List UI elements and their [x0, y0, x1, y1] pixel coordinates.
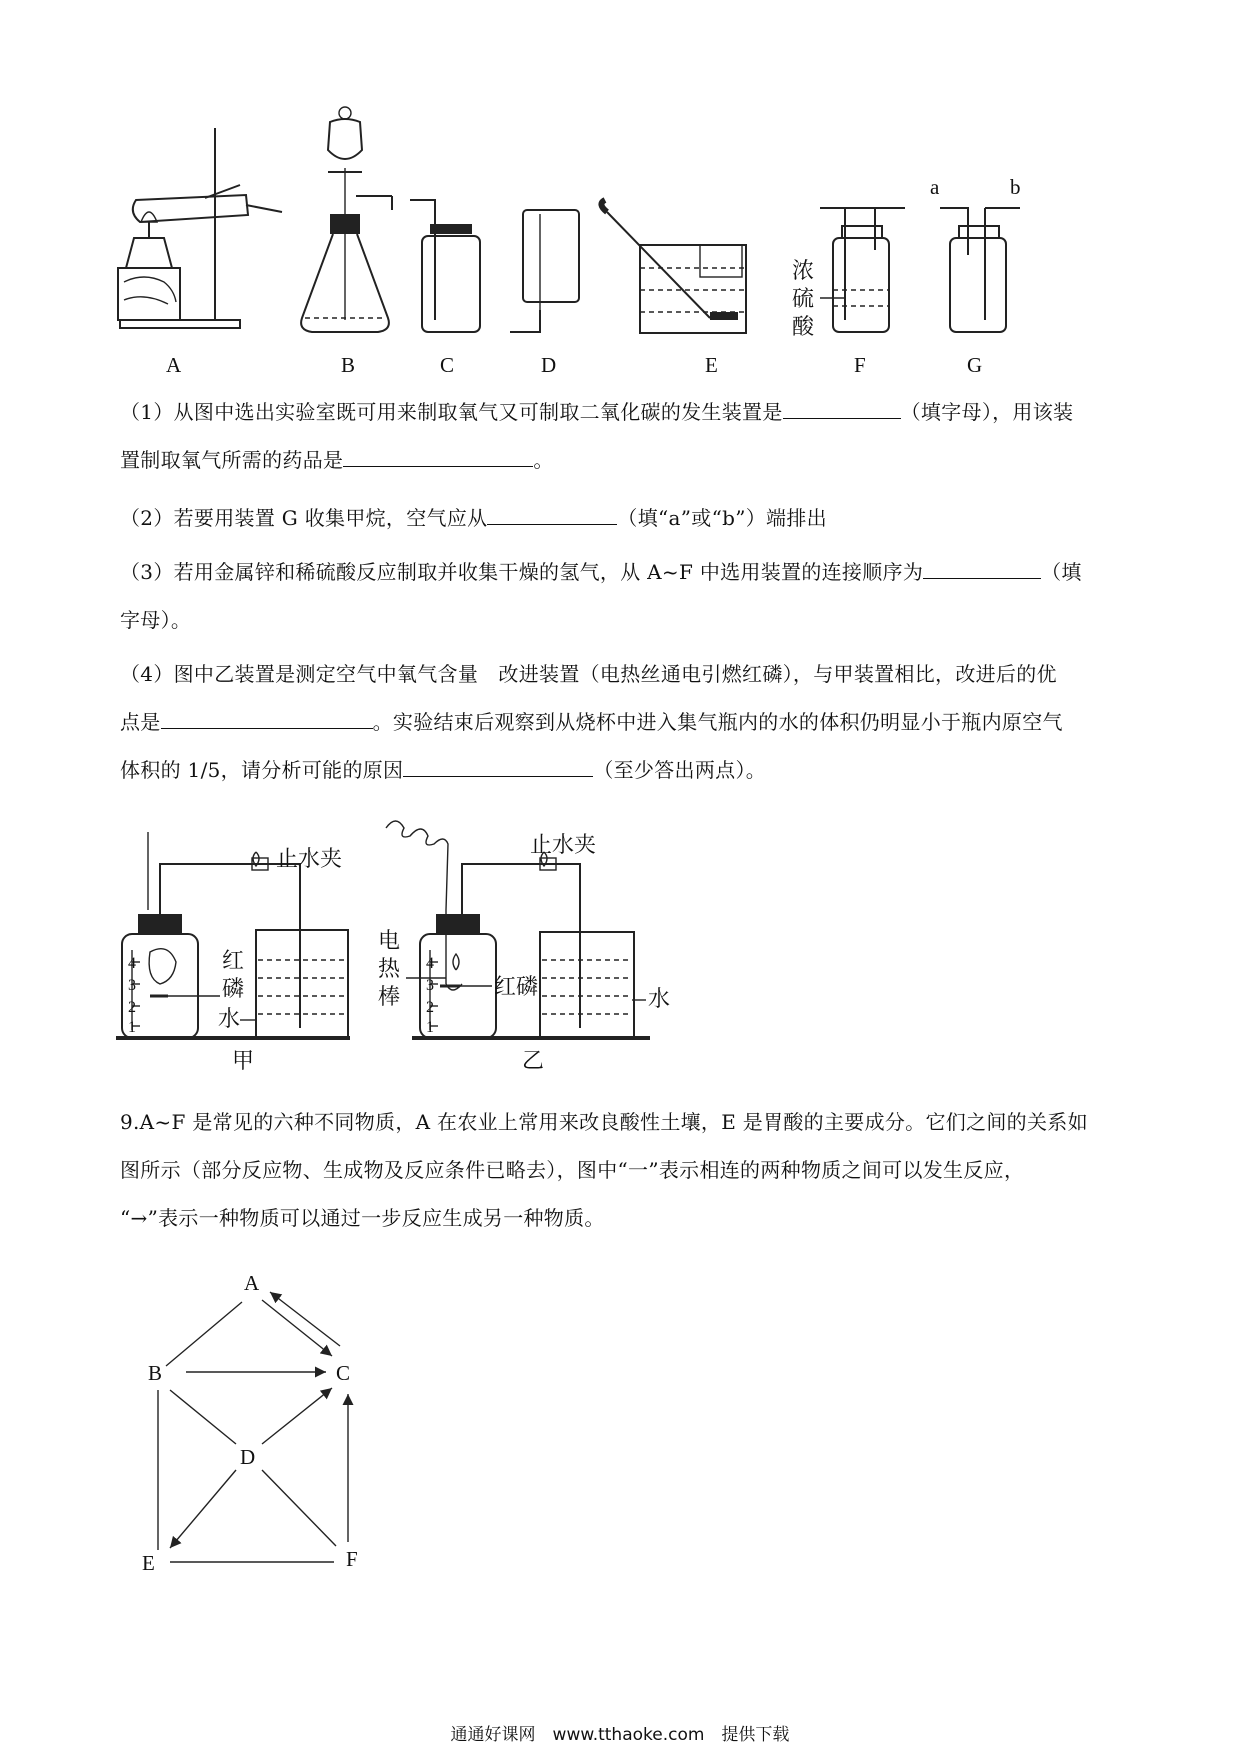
node-f: F — [346, 1547, 358, 1571]
apparatus-e — [601, 200, 746, 333]
f-reagent-3: 酸 — [792, 315, 815, 340]
node-b: B — [148, 1361, 163, 1385]
question-2: （2）若要用装置 G 收集甲烷，空气应从 （填“a”或“b”）端排出 — [120, 494, 1130, 542]
apparatus-f — [820, 208, 905, 332]
yi-rod-3: 棒 — [378, 985, 401, 1010]
edge-a-b — [166, 1302, 242, 1366]
label-b: B — [341, 353, 356, 377]
jia-mark-4: 4 — [128, 955, 136, 972]
jia-mark-3: 3 — [128, 977, 136, 994]
question-4: （4）图中乙装置是测定空气中氧气含量 改进装置（电热丝通电引燃红磷），与甲装置相比，改进后的优 点是 。实验结束后观察到从烧杯中进入集气瓶内的水的体积仍明显小于瓶内原空气 体积的 1/5，请分析可能的原因 （至少答出两点）。 — [120, 662, 1063, 782]
label-f: F — [854, 353, 866, 377]
yi-mark-4: 4 — [426, 955, 434, 972]
q4-blank-2[interactable] — [403, 754, 593, 777]
yi-rod-1: 电 — [378, 929, 401, 954]
jia-water-label: 水 — [218, 1007, 241, 1032]
label-c: C — [440, 353, 455, 377]
yi-phosphorus-label: 红磷 — [494, 975, 539, 1000]
apparatus-b — [301, 107, 392, 332]
f-reagent-2: 硫 — [792, 287, 815, 312]
yi-mark-3: 3 — [426, 977, 434, 994]
label-e: E — [705, 353, 718, 377]
node-c: C — [336, 1361, 351, 1385]
label-g: G — [967, 353, 983, 377]
q4-blank-1[interactable] — [161, 706, 373, 729]
g-port-b: b — [1010, 175, 1021, 199]
yi-rod-2: 热 — [378, 957, 401, 982]
yi-water-label: 水 — [648, 987, 671, 1012]
edge-c-to-a — [270, 1292, 340, 1346]
question-9: 9.A~F 是常见的六种不同物质，A 在农业上常用来改良酸性土壤，E 是胃酸的主要成分。它们之间的关系如 图所示（部分反应物、生成物及反应条件已略去），图中“一”表示相连的两种物质之间可以发生反应， “→”表示一种物质可以通过一步反应生成另一种物质。 — [120, 1110, 1088, 1230]
q1-blank-2[interactable] — [343, 444, 533, 467]
apparatus-d — [510, 210, 579, 332]
jia-caption: 甲 — [232, 1049, 255, 1074]
node-a: A — [244, 1271, 260, 1295]
apparatus-c — [410, 200, 480, 332]
jia-phosphorus-2: 磷 — [222, 977, 245, 1002]
edge-d-to-e — [170, 1470, 236, 1548]
jia-mark-2: 2 — [128, 999, 136, 1016]
jia-clip-label: 止水夹 — [276, 847, 343, 872]
g-port-a: a — [930, 175, 940, 199]
edge-d-to-c — [262, 1388, 332, 1444]
q3-blank[interactable] — [923, 556, 1041, 579]
relation-graph — [0, 1260, 1240, 1580]
edge-d-f — [262, 1470, 336, 1546]
question-1: （1）从图中选出实验室既可用来制取氧气又可制取二氧化碳的发生装置是 （填字母），用该装 置制取氧气所需的药品是 。 — [120, 388, 1130, 484]
question-3: （3）若用金属锌和稀硫酸反应制取并收集干燥的氢气，从 A~F 中选用装置的连接顺序为 （填 字母）。 — [120, 548, 1130, 644]
q2-blank[interactable] — [487, 502, 617, 525]
label-d: D — [541, 353, 557, 377]
jia-phosphorus-1: 红 — [222, 949, 245, 974]
yi-caption: 乙 — [522, 1049, 545, 1074]
edge-b-d — [170, 1390, 236, 1444]
page-footer: 通通好课网 www.tthaoke.com 提供下载 — [450, 1725, 790, 1745]
node-d: D — [240, 1445, 256, 1469]
f-reagent-1: 浓 — [792, 259, 815, 284]
apparatus-g — [940, 208, 1020, 332]
yi-clip-label: 止水夹 — [530, 833, 597, 858]
apparatus-a — [118, 128, 282, 328]
yi-mark-2: 2 — [426, 999, 434, 1016]
jia-mark-1: 1 — [128, 1019, 136, 1036]
q1-blank-1[interactable] — [783, 396, 901, 419]
edge-a-to-c — [262, 1300, 332, 1356]
oxygen-setups — [0, 800, 1240, 1100]
node-e: E — [142, 1551, 155, 1575]
apparatus-row — [0, 0, 1240, 377]
label-a: A — [166, 353, 182, 377]
yi-mark-1: 1 — [426, 1019, 434, 1036]
